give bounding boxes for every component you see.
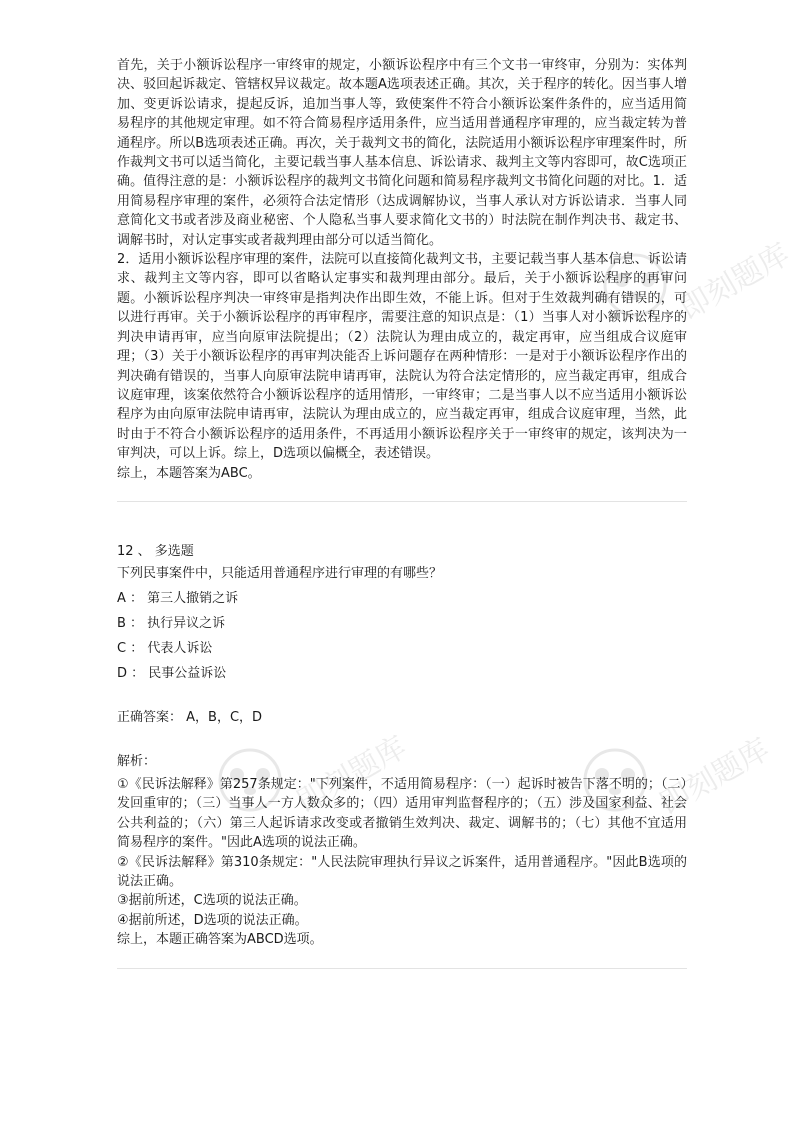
option-c: C ： 代表人诉讼 bbox=[117, 640, 213, 656]
option-a: A ： 第三人撤销之诉 bbox=[117, 590, 239, 606]
question-12 bbox=[117, 542, 687, 950]
document-page bbox=[117, 56, 687, 969]
previous-question-analysis bbox=[117, 56, 687, 483]
section-divider bbox=[117, 968, 687, 969]
question-number: 12 、 多选题 bbox=[117, 543, 194, 559]
watermark-text: 即刻题库 bbox=[291, 729, 413, 821]
analysis-paragraph: ④据前所述，D选项的说法正确。 bbox=[117, 912, 308, 928]
option-d: D ： 民事公益诉讼 bbox=[117, 665, 227, 681]
analysis-paragraph: ①《民诉法解释》第257条规定："下列案件，不适用简易程序：（一）起诉时被告下落不明的；（二）发回重审的；（三）当事人一方人数众多的；（四）适用审判监督程序的；（五）涉及国家利益、社会公共利益的；（六）第三人起诉请求改变或者撤销生效判决、裁定、调解书的；（七）其他不宜适用简易程序的案件。"因此A选项的说法正确。 bbox=[117, 776, 687, 851]
analysis-label: 解析： bbox=[117, 753, 157, 769]
analysis-paragraph: ③据前所述，C选项的说法正确。 bbox=[117, 893, 307, 909]
analysis-paragraph: ②《民诉法解释》第310条规定："人民法院审理执行异议之诉案件，适用普通程序。"因此B选项的说法正确。 bbox=[117, 854, 687, 889]
correct-answer: 正确答案： A，B，C，D bbox=[117, 709, 263, 725]
watermark-text: 即刻题库 bbox=[674, 236, 796, 328]
analysis-conclusion: 综上，本题答案为ABC。 bbox=[117, 465, 261, 481]
option-b: B ： 执行异议之诉 bbox=[117, 615, 226, 631]
watermark-text: 即刻题库 bbox=[654, 731, 776, 823]
analysis-paragraph: 首先，关于小额诉讼程序一审终审的规定，小额诉讼程序中有三个文书一审终审，分别为：实体判决、驳回起诉裁定、管辖权异议裁定。故本题A选项表述正确。其次，关于程序的转化。因当事人增加、变更诉讼请求，提起反诉，追加当事人等，致使案件不符合小额诉讼案件条件的，应当适用简易程序的其他规定审理。如不符合简易程序适用条件，应当适用普通程序审理的，应当裁定转为普通程序。所以B选项表述正确。再次，关于裁判文书的简化，法院适用小额诉讼程序审理案件时，所作裁判文书可以适当简化，主要记载当事人基本信息、诉讼请求、裁判主文等内容即可，故C选项正确。值得注意的是：小额诉讼程序的裁判文书简化问题和简易程序裁判文书简化问题的对比。1．适用简易程序审理的案件，必须符合法定情形（达成调解协议，当事人承认对方诉讼请求．当事人同意简化文书或者涉及商业秘密、个人隐私当事人要求简化文书的）时法院在制作判决书、裁定书、调解书时，对认定事实或者裁判理由部分可以适当简化。 bbox=[117, 58, 687, 248]
analysis-paragraph: 2．适用小额诉讼程序审理的案件，法院可以直接简化裁判文书，主要记载当事人基本信息、诉讼请求、裁判主文等内容，即可以省略认定事实和裁判理由部分。最后，关于小额诉讼程序的再审问题。小额诉讼程序判决一审终审是指判决作出即生效，不能上诉。但对于生效裁判确有错误的，可以进行再审。关于小额诉讼程序的再审程序，需要注意的知识点是：（1）当事人对小额诉讼程序的判决申请再审，应当向原审法院提出；（2）法院认为理由成立的，裁定再审，应当组成合议庭审理；（3）关于小额诉讼程序的再审判决能否上诉问题存在两种情形：一是对于小额诉讼程序作出的判决确有错误的，当事人向原审法院申请再审，法院认为符合法定情形的，应当裁定再审，组成合议庭审理，该案依然符合小额诉讼程序的适用情形，一审终审；二是当事人以不应当适用小额诉讼程序为由向原审法院申请再审，法院认为理由成立的，应当裁定再审，组成合议庭审理，当然，此时由于不符合小额诉讼程序的适用条件，不再适用小额诉讼程序关于一审终审的规定，该判决为一审判决，可以上诉。综上，D选项以偏概全，表述错误。 bbox=[117, 252, 687, 462]
question-stem: 下列民事案件中，只能适用普通程序进行审理的有哪些？ bbox=[117, 565, 443, 581]
analysis-conclusion: 综上，本题正确答案为ABCD选项。 bbox=[117, 932, 323, 948]
